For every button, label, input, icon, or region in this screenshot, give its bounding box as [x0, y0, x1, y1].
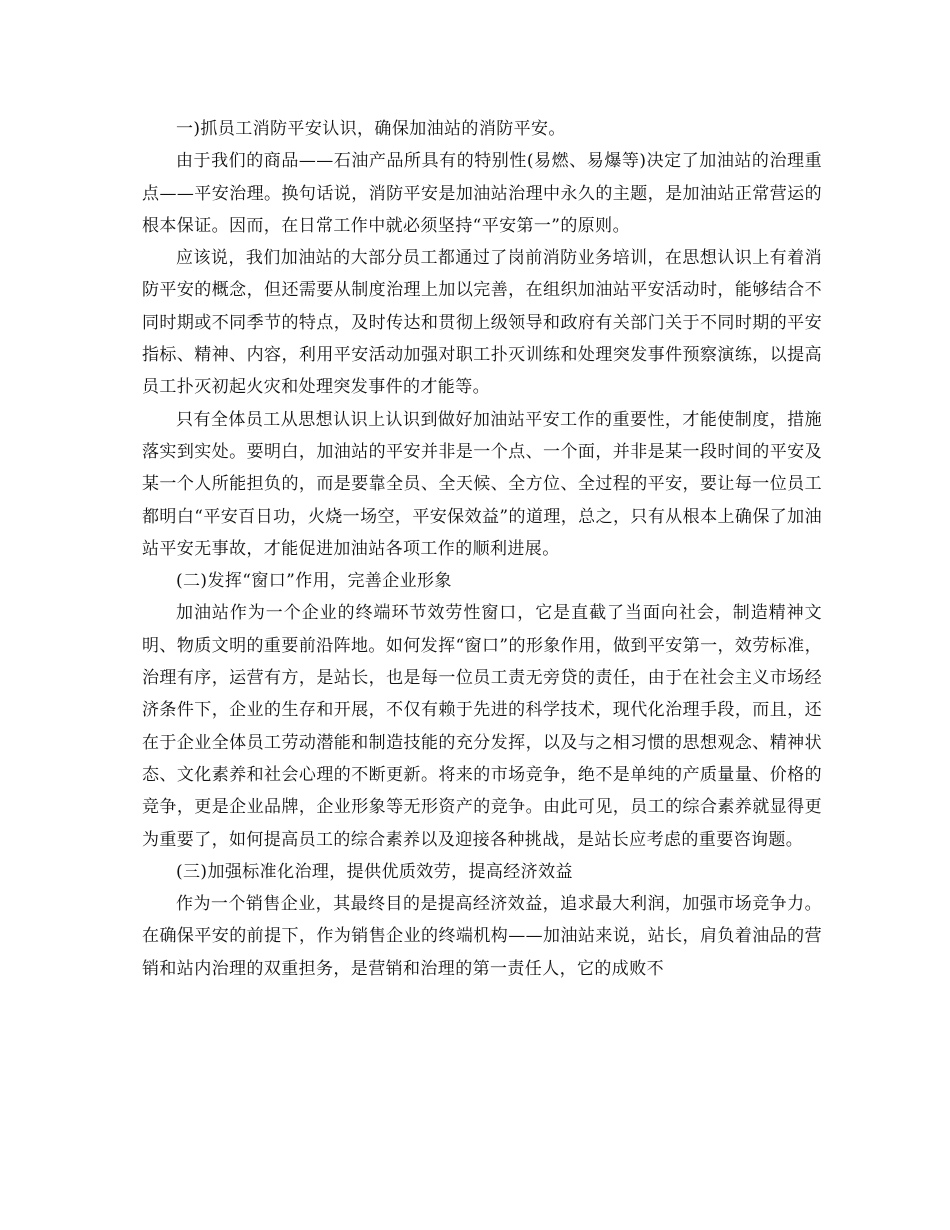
- paragraph-economic-benefit: 作为一个销售企业，其最终目的是提高经济效益，追求最大利润，加强市场竞争力。在确保平安的前提下，作为销售企业的终端机构——加油站来说，站长，肩负着油品的营销和站内治理的双重担务，是营销和治理的第一责任人，它的成败不: [142, 894, 822, 979]
- paragraph-awareness: 只有全体员工从思想认识上认识到做好加油站平安工作的重要性，才能使制度，措施落实到实处。要明白，加油站的平安并非是一个点、一个面，并非是某一段时间的平安及某一个人所能担负的，而是要靠全员、全天候、全方位、全过程的平安，要让每一位员工都明白“平安百日功，火烧一场空，平安保效益”的道理，总之，只有从根本上确保了加油站平安无事故，才能促进加油站各项工作的顺利进展。: [142, 409, 822, 559]
- section-heading-standardization: (三)加强标准化治理，提供优质效劳，提高经济效益: [176, 861, 573, 882]
- paragraph-training: 应该说，我们加油站的大部分员工都通过了岗前消防业务培训，在思想认识上有着消防平安的概念，但还需要从制度治理上加以完善，在组织加油站平安活动时，能够结合不同时期或不同季节的特点，及时传达和贯彻上级领导和政府有关部门关于不同时期的平安指标、精神、内容，利用平安活动加强对职工扑灭训练和处理突发事件预察演练，以提高员工扑灭初起火灾和处理突发事件的才能等。: [142, 248, 822, 398]
- document-body: [142, 113, 822, 985]
- section-heading-window-role: (二)发挥“窗口”作用，完善企业形象: [176, 571, 452, 592]
- paragraph-product-risk: 由于我们的商品——石油产品所具有的特别性(易燃、易爆等)决定了加油站的治理重点——平安治理。换句话说，消防平安是加油站治理中永久的主题，是加油站正常营运的根本保证。因而，在日常工作中就必须坚持“平安第一”的原则。: [142, 151, 822, 236]
- paragraph-enterprise-image: 加油站作为一个企业的终端环节效劳性窗口，它是直截了当面向社会，制造精神文明、物质文明的重要前沿阵地。如何发挥“窗口”的形象作用，做到平安第一，效劳标准，治理有序，运营有方，是站长，也是每一位员工责无旁贷的责任，由于在社会主义市场经济条件下，企业的生存和开展，不仅有赖于先进的科学技术，现代化治理手段，而且，还在于企业全体员工劳动潜能和制造技能的充分发挥，以及与之相习惯的思想观念、精神状态、文化素养和社会心理的不断更新。将来的市场竞争，绝不是单纯的产质量量、价格的竞争，更是企业品牌，企业形象等无形资产的竞争。由此可见，员工的综合素养就显得更为重要了，如何提高员工的综合素养以及迎接各种挑战，是站长应考虑的重要咨询题。: [142, 603, 822, 850]
- section-heading-fire-safety: 一)抓员工消防平安认识，确保加油站的消防平安。: [176, 119, 566, 139]
